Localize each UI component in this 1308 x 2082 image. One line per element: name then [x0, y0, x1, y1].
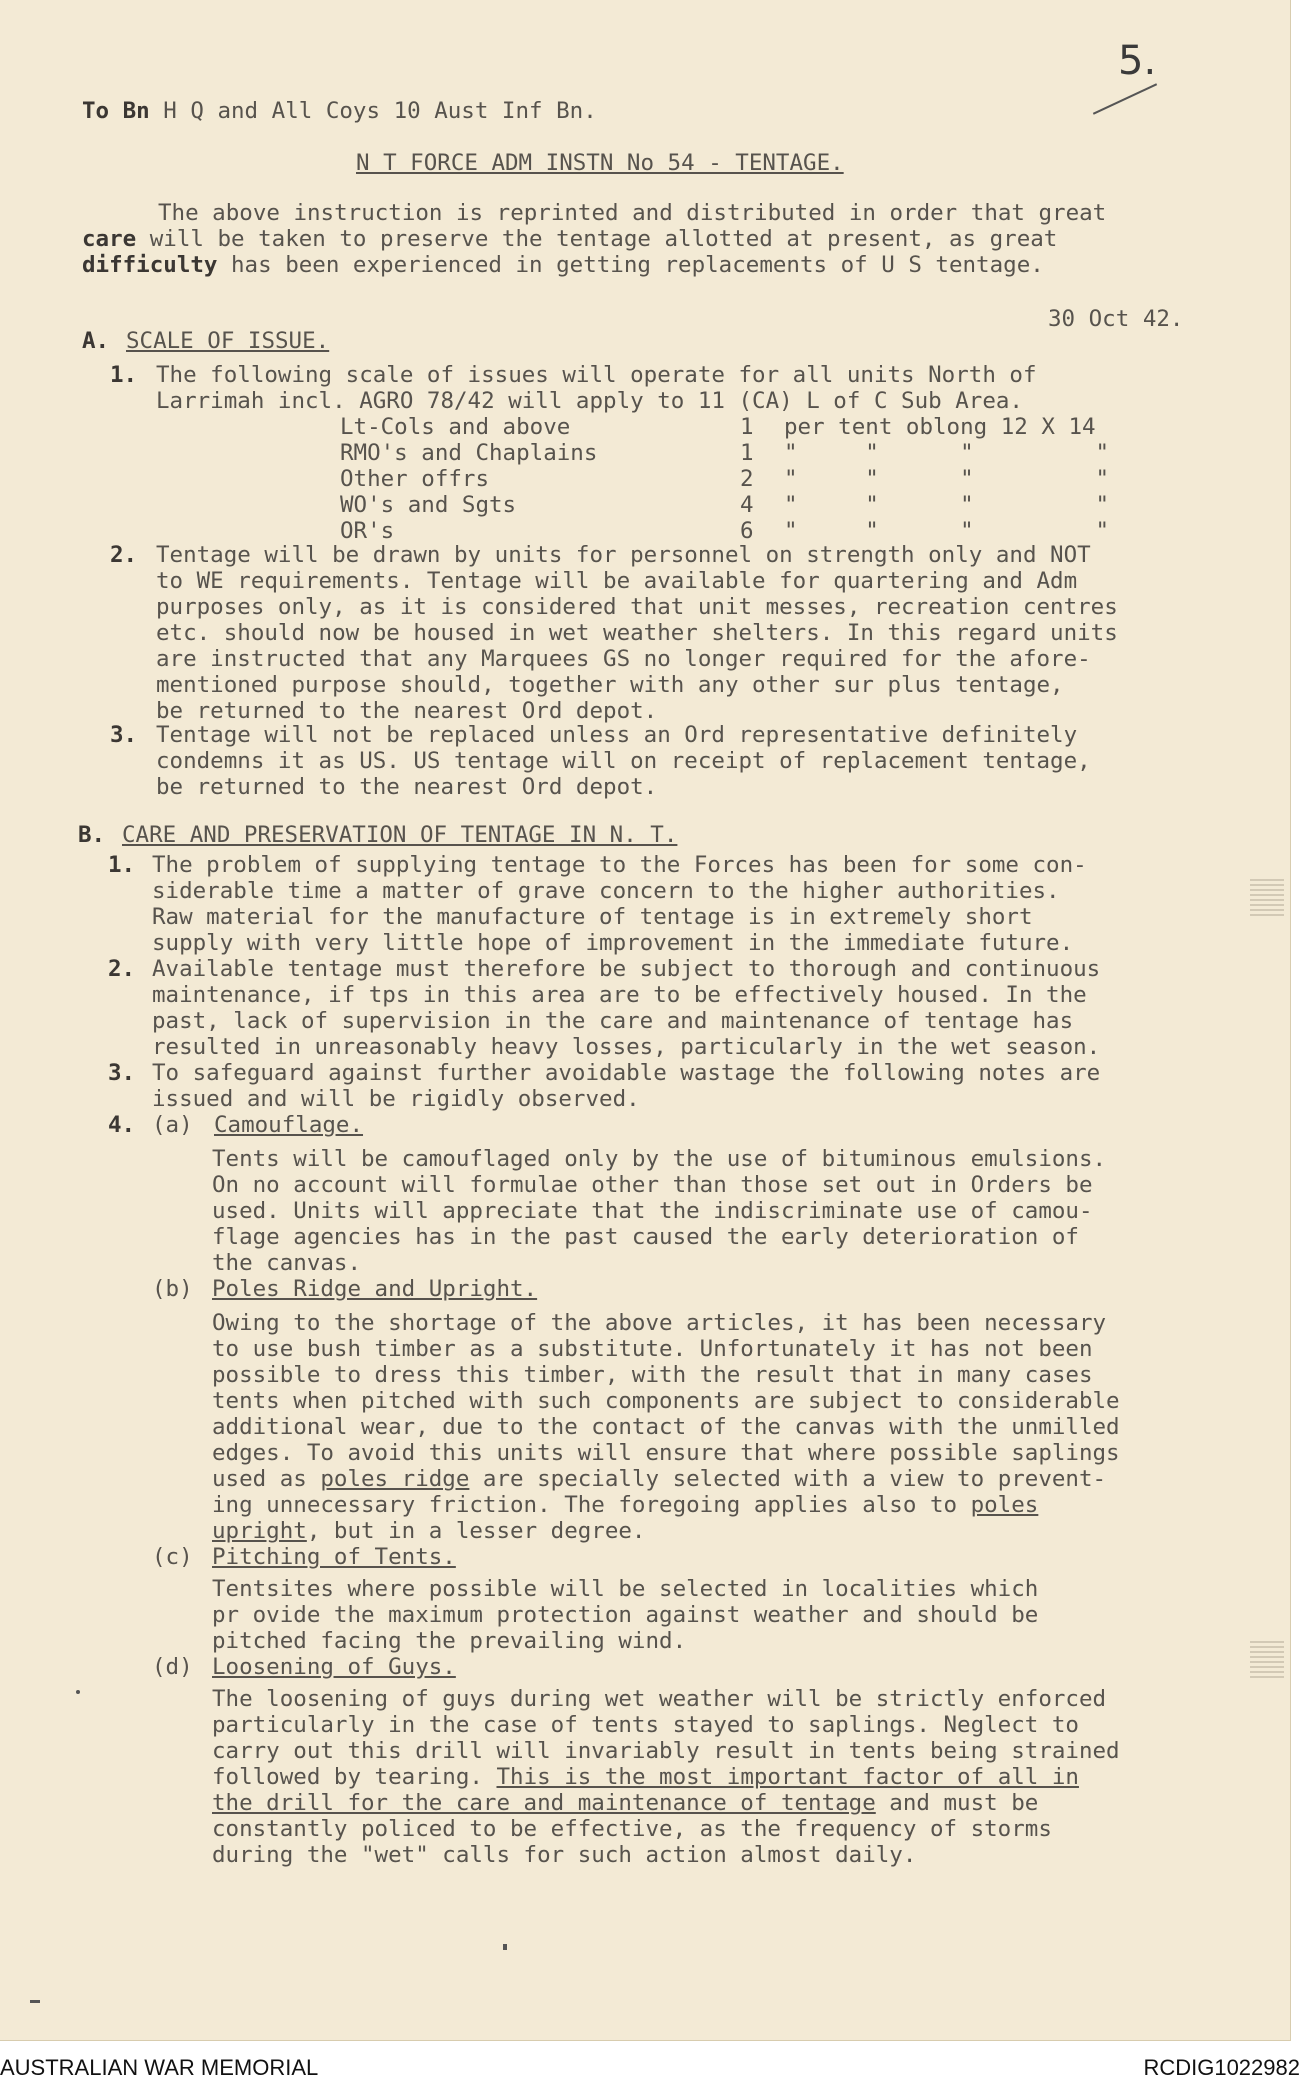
underlined-drill: the drill for the care and maintenance of tentage: [212, 1790, 876, 1816]
section-a-letter: A.: [82, 328, 110, 354]
scale-unit: per tent oblong 12 X 14: [784, 414, 1096, 440]
scale-unit: " " " ": [784, 440, 1110, 466]
subitem-b-line: to use bush timber as a substitute. Unfortunately it has not been: [212, 1336, 1093, 1362]
underlined-important-factor: This is the most important factor of all in: [496, 1764, 1079, 1790]
scale-rank: Other offrs: [340, 466, 490, 492]
section-a-p2-line: mentioned purpose should, together with any other sur plus tentage,: [156, 672, 1064, 698]
scale-rank: OR's: [340, 518, 395, 544]
underlined-poles: poles: [970, 1492, 1039, 1518]
scale-qty: 1: [740, 414, 754, 440]
intro-line-2: care will be taken to preserve the tentage allotted at present, as great: [82, 226, 1058, 252]
subitem-b-line: used as poles ridge are specially selected with a view to prevent-: [212, 1466, 1107, 1492]
section-b-letter: B.: [78, 822, 106, 848]
section-a-p2-line: to WE requirements. Tentage will be available for quartering and Adm: [156, 568, 1078, 594]
address-to: To Bn: [82, 98, 150, 124]
subitem-b-heading: Poles Ridge and Upright.: [212, 1276, 538, 1302]
intro-bold-difficulty: difficulty: [82, 252, 218, 278]
section-b-heading: CARE AND PRESERVATION OF TENTAGE IN N. T.: [122, 822, 678, 848]
section-a-p2-line: etc. should now be housed in wet weather shelters. In this regard units: [156, 620, 1118, 646]
scale-qty: 6: [740, 518, 754, 544]
section-a-p2-line: are instructed that any Marquees GS no longer required for the afore-: [156, 646, 1091, 672]
margin-stamp: [1250, 1640, 1284, 1678]
intro-date: 30 Oct 42.: [1048, 306, 1184, 332]
section-b-p1-line: The problem of supplying tentage to the Forces has been for some con-: [152, 852, 1087, 878]
section-b-p1-line: Raw material for the manufacture of tentage is in extremely short: [152, 904, 1033, 930]
scale-rank: Lt-Cols and above: [340, 414, 571, 440]
section-b-p1-line: siderable time a matter of grave concern to the higher authorities.: [152, 878, 1060, 904]
underlined-upright: upright: [212, 1518, 307, 1544]
scale-unit: " " " ": [784, 492, 1110, 518]
section-b-p3-number: 3.: [108, 1060, 136, 1086]
footer-archive-name: AUSTRALIAN WAR MEMORIAL: [0, 2055, 319, 2080]
intro-line-3: difficulty has been experienced in getting replacements of U S tentage.: [82, 252, 1044, 278]
subitem-d-line: The loosening of guys during wet weather will be strictly enforced: [212, 1686, 1107, 1712]
scale-qty: 4: [740, 492, 754, 518]
section-a-heading: SCALE OF ISSUE.: [126, 328, 330, 354]
subitem-c-line: pitched facing the prevailing wind.: [212, 1628, 687, 1654]
section-b-p1-number: 1.: [108, 852, 136, 878]
section-b-p2-number: 2.: [108, 956, 136, 982]
subitem-a-label: (a): [152, 1112, 193, 1138]
subitem-b-line: tents when pitched with such components are subject to considerable: [212, 1388, 1120, 1414]
intro-line-1: The above instruction is reprinted and distributed in order that great: [158, 200, 1107, 226]
scale-unit: " " " ": [784, 518, 1110, 544]
section-a-p2-number: 2.: [110, 542, 138, 568]
subitem-a-line: used. Units will appreciate that the indiscriminate use of camou-: [212, 1198, 1093, 1224]
ink-dot: [30, 2000, 40, 2003]
subitem-a-line: On no account will formulae other than those set out in Orders be: [212, 1172, 1093, 1198]
subitem-a-line: flage agencies has in the past caused the early deterioration of: [212, 1224, 1079, 1250]
address-recipients: H Q and All Coys 10 Aust Inf Bn.: [163, 98, 597, 124]
section-a-p2-line: purposes only, as it is considered that unit messes, recreation centres: [156, 594, 1118, 620]
subitem-b-line: edges. To avoid this units will ensure that where possible saplings: [212, 1440, 1120, 1466]
address-line: [82, 98, 597, 124]
section-b-p1-line: supply with very little hope of improvement in the immediate future.: [152, 930, 1074, 956]
subitem-d-heading: Loosening of Guys.: [212, 1654, 456, 1680]
section-a-p2-line: be returned to the nearest Ord depot.: [156, 698, 658, 724]
ink-dot: [503, 1944, 507, 1950]
footer-record-id: RCDIG1022982: [1143, 2055, 1300, 2080]
subitem-d-line: carry out this drill will invariably result in tents being strained: [212, 1738, 1120, 1764]
subitem-d-line: particularly in the case of tents stayed to saplings. Neglect to: [212, 1712, 1079, 1738]
subitem-b-line: possible to dress this timber, with the result that in many cases: [212, 1362, 1093, 1388]
section-a-p3-line: condemns it as US. US tentage will on receipt of replacement tentage,: [156, 748, 1091, 774]
subitem-d-line: the drill for the care and maintenance of tentage and must be: [212, 1790, 1039, 1816]
scale-unit: " " " ": [784, 466, 1110, 492]
section-a-p3-line: Tentage will not be replaced unless an Ord representative definitely: [156, 722, 1078, 748]
subitem-b-line: Owing to the shortage of the above articles, it has been necessary: [212, 1310, 1107, 1336]
section-a-p2-line: Tentage will be drawn by units for personnel on strength only and NOT: [156, 542, 1091, 568]
section-b-p2-line: resulted in unreasonably heavy losses, particularly in the wet season.: [152, 1034, 1101, 1060]
subitem-b-line: ing unnecessary friction. The foregoing applies also to poles: [212, 1492, 1039, 1518]
subitem-c-label: (c): [152, 1544, 193, 1570]
subitem-d-label: (d): [152, 1654, 193, 1680]
section-a-p3-line: be returned to the nearest Ord depot.: [156, 774, 658, 800]
subitem-b-line: upright, but in a lesser degree.: [212, 1518, 646, 1544]
subitem-a-line: the canvas.: [212, 1250, 362, 1276]
subitem-d-line: followed by tearing. This is the most important factor of all in: [212, 1764, 1079, 1790]
section-b-p3-line: issued and will be rigidly observed.: [152, 1086, 640, 1112]
subitem-c-line: Tentsites where possible will be selected in localities which: [212, 1576, 1039, 1602]
subitem-b-line: additional wear, due to the contact of the canvas with the unmilled: [212, 1414, 1120, 1440]
ink-dot: [76, 1690, 80, 1694]
subitem-c-heading: Pitching of Tents.: [212, 1544, 456, 1570]
section-a-p1-line: The following scale of issues will operate for all units North of: [156, 362, 1037, 388]
section-a-p3-number: 3.: [110, 722, 138, 748]
scale-qty: 2: [740, 466, 754, 492]
underlined-poles-ridge: poles ridge: [320, 1466, 470, 1492]
subitem-b-label: (b): [152, 1276, 193, 1302]
section-b-p4-number: 4.: [108, 1112, 136, 1138]
subitem-d-line: during the "wet" calls for such action almost daily.: [212, 1842, 917, 1868]
section-b-p3-line: To safeguard against further avoidable wastage the following notes are: [152, 1060, 1101, 1086]
subitem-a-heading: Camouflage.: [214, 1112, 364, 1138]
subitem-a-line: Tents will be camouflaged only by the use of bituminous emulsions.: [212, 1146, 1107, 1172]
scale-rank: WO's and Sgts: [340, 492, 517, 518]
section-a-p1-number: 1.: [110, 362, 138, 388]
section-b-p2-line: past, lack of supervision in the care and maintenance of tentage has: [152, 1008, 1074, 1034]
margin-stamp: [1250, 878, 1284, 916]
document-title: N T FORCE ADM INSTN No 54 - TENTAGE.: [356, 150, 844, 176]
intro-bold-care: care: [82, 226, 137, 252]
section-a-p1-line: Larrimah incl. AGRO 78/42 will apply to 11 (CA) L of C Sub Area.: [156, 388, 1023, 414]
page-number: 5.: [1118, 38, 1157, 84]
section-b-p2-line: Available tentage must therefore be subject to thorough and continuous: [152, 956, 1101, 982]
subitem-d-line: constantly policed to be effective, as the frequency of storms: [212, 1816, 1052, 1842]
scale-rank: RMO's and Chaplains: [340, 440, 598, 466]
subitem-c-line: pr ovide the maximum protection against weather and should be: [212, 1602, 1039, 1628]
pen-stroke: [1093, 83, 1157, 114]
scale-qty: 1: [740, 440, 754, 466]
section-b-p2-line: maintenance, if tps in this area are to be effectively housed. In the: [152, 982, 1087, 1008]
